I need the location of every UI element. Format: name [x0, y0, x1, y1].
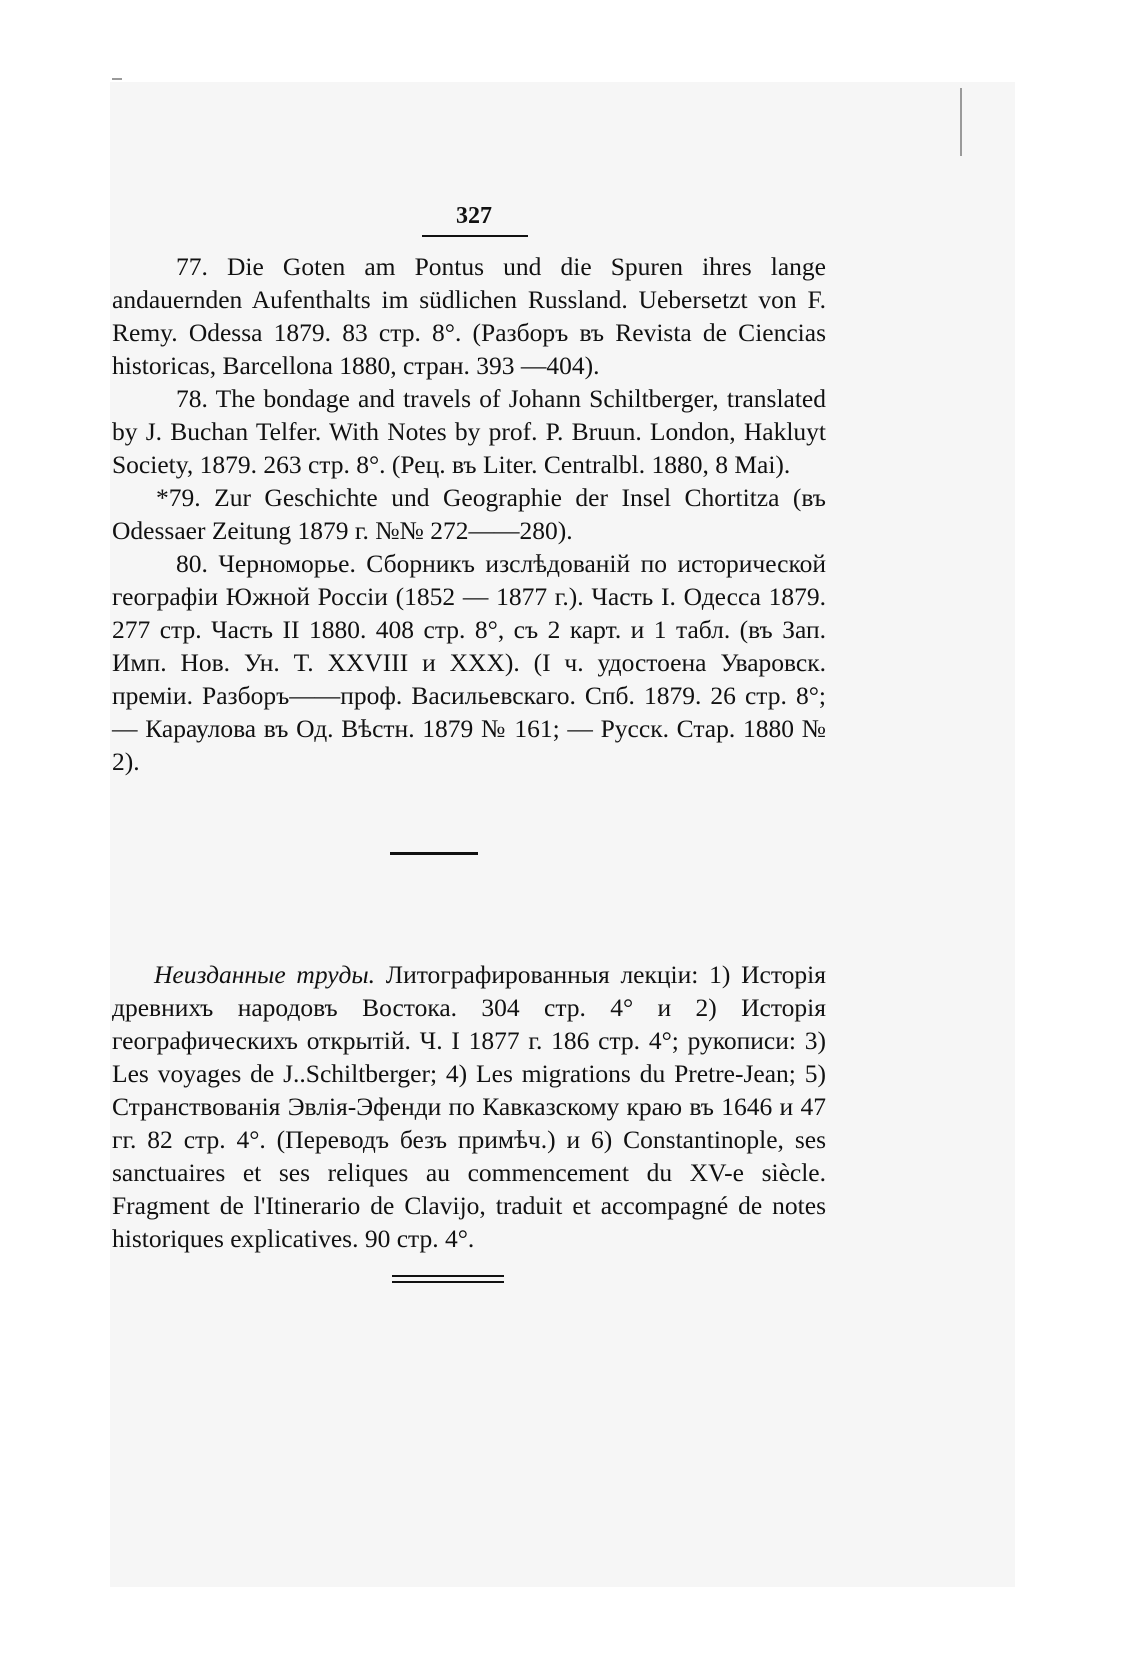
unpublished-heading: Неизданные труды.: [154, 960, 376, 989]
entry-80-text: 80. Черноморье. Сборникъ изслѣдованій по исторической географіи Южной Россіи (1852 — 1877 г.). Часть I. Одесса 1879. 277 стр. Часть II 1880. 408 стр. 8°, съ 2 карт. и 1 табл. (въ Зап. Имп. Нов. Ун. T. XXVIII и XXX). (I ч. удостоена Уваровск. преміи. Разборъ——проф. Васильевскаго. Спб. 1879. 26 стр. 8°; — Караулова въ Од. Вѣстн. 1879 № 161; — Русск. Стар. 1880 № 2).: [112, 549, 826, 776]
bibliography-entries: [112, 250, 826, 778]
entry-77: [112, 250, 826, 382]
entry-78: [112, 382, 826, 481]
page-number-underline: [422, 235, 528, 237]
scan-edge-mark: [960, 88, 962, 156]
section-divider: [390, 852, 478, 855]
unpublished-text: Литографированныя лекціи: 1) Исторія древнихъ народовъ Востока. 304 стр. 4° и 2) Исторія географическихъ открытій. Ч. I 1877 г. 186 стр. 4°; рукописи: 3) Les voyages de J..Schiltberger; 4) Les migrations du Pretre-Jean; 5) Странствованія Эвлія-Эфенди по Кавказскому краю въ 1646 и 47 гг. 82 стр. 4°. (Переводъ безъ примѣч.) и 6) Constantinople, ses sanctuaires et ses reliques au commencement du XV-e siècle. Fragment de l'Itinerario de Clavijo, traduit et accompagné de notes historiques explicatives. 90 стр. 4°.: [112, 960, 826, 1253]
entry-78-text: 78. The bondage and travels of Johann Schiltberger, translated by J. Buchan Telfer. With Notes by prof. P. Bruun. London, Hakluyt Society, 1879. 263 стр. 8°. (Рец. въ Liter. Centralbl. 1880, 8 Mai).: [112, 384, 826, 479]
entry-77-text: 77. Die Goten am Pontus und die Spuren ihres lange andauernden Aufenthalts im südlichen Russland. Uebersetzt von F. Remy. Odessa 1879. 83 стр. 8°. (Разборъ въ Revista de Ciencias historicas, Barcellona 1880, стран. 393 —404).: [112, 252, 826, 380]
scan-corner-mark: [112, 78, 122, 80]
unpublished-paragraph: [112, 958, 826, 1255]
entry-79: [112, 481, 826, 547]
entry-79-text: *79. Zur Geschichte und Geographie der Insel Chortitza (въ Odessaer Zeitung 1879 г. №№ 272——280).: [112, 483, 826, 545]
page-number: 327: [456, 203, 492, 229]
unpublished-works: [112, 958, 826, 1255]
end-divider-top: [392, 1275, 504, 1277]
end-divider-bottom: [392, 1281, 504, 1283]
entry-80: [112, 547, 826, 778]
